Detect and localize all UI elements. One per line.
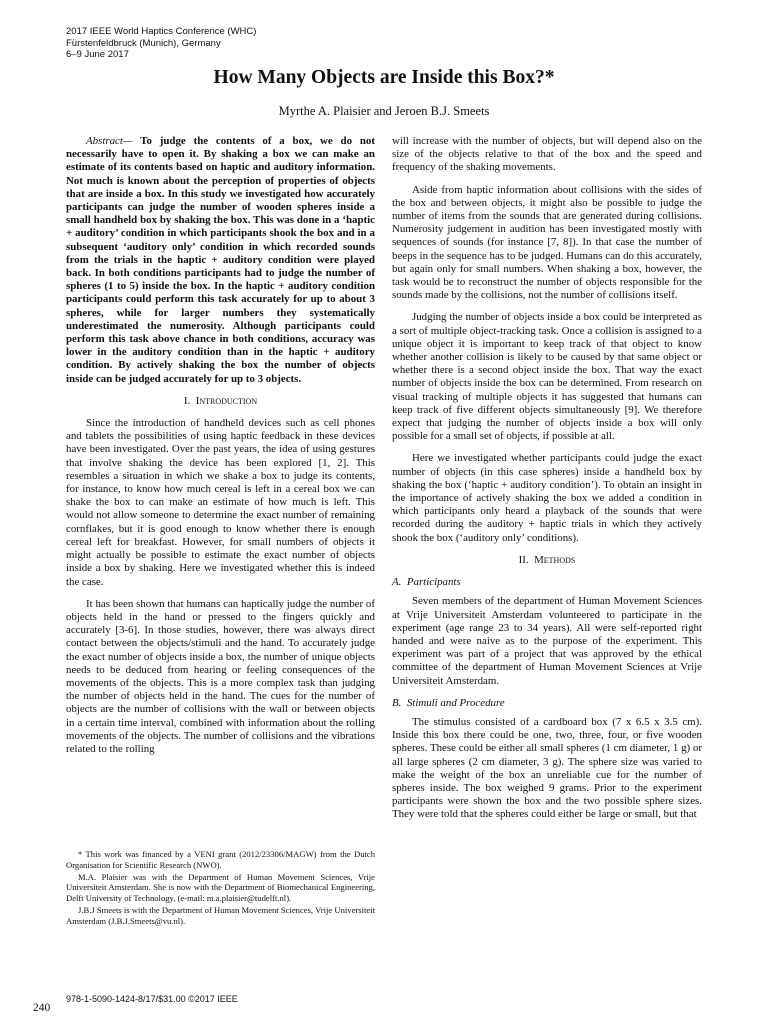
section-title: Introduction xyxy=(195,394,258,407)
section-number: II. xyxy=(518,553,529,566)
intro-paragraph-1: Since the introduction of handheld devices such as cell phones and tablets the possibilities of using haptic feedback in these devices have been investigated. Over the past years, the idea of using gestures that involve shaking the device has been explored [1, 2]. This resembles a situation in which we shake a box to judge its contents, for instance, to know how much cereal is left in a cereal box we can shake the box to can make an estimate of how much is left. This would not allow someone to determine the exact number of remaining cornflakes, but it is good enough to know whether there is enough cereal left for breakfast. However, for small numbers of objects it might actually be possible to estimate the exact number of objects inside a box by shaking. Here we investigated whether this is indeed the case. xyxy=(66,417,375,588)
participants-paragraph: Seven members of the department of Human Movement Sciences at Vrije Universiteit Amsterdam volunteered to participate in the experiment (age range 23 to 34 years). All were self-reported right handed and were naive as to the purpose of the experiment. This experiment was part of a project that was approved by the ethical committee of the department of Human Movement Sciences at Vrije Universiteit Amsterdam. xyxy=(392,595,702,687)
page-number: 240 xyxy=(33,1002,51,1014)
subsection-heading-stimuli xyxy=(392,697,702,710)
section-heading-methods xyxy=(392,554,702,567)
conference-header xyxy=(66,26,256,61)
subsection-heading-participants xyxy=(392,576,702,589)
section-heading-introduction xyxy=(66,395,375,408)
conference-dates: 6–9 June 2017 xyxy=(66,49,129,60)
conference-location: Fürstenfeldbruck (Munich), Germany xyxy=(66,37,221,49)
section-title: Methods xyxy=(534,553,576,566)
right-column xyxy=(392,135,702,831)
paper-title: How Many Objects are Inside this Box?* xyxy=(213,67,555,88)
subsection-title: Participants xyxy=(406,576,461,589)
intro-paragraph-2: It has been shown that humans can haptically judge the number of objects held in the hand or pressed to the fingers quickly and accurately [3-6]. In those studies, however, there was always direct contact between the objects/stimuli and the hand. To accurately judge the exact number of objects inside a box, the number of unique objects needs to be deduced from hearing or feeling consequences of the movements of the objects. This is a more complex task than judging the number of objects held in the hand. The cues for the number of objects are the number of collisions with the wall or between objects in a certain time interval, combined with information about the rolling movements of the objects. The number of collisions and the vibrations related to the rolling xyxy=(66,597,375,755)
abstract-text: To judge the contents of a box, we do not necessarily have to open it. By shaking a box we can make an estimate of its contents based on haptic and auditory information. Not much is known about the perception of properties of objects that are inside a box. In this study we investigated how accurately participants can judge the number of wooden spheres inside a small handheld box by shaking the box. This was done in a ‘haptic + auditory’ condition in which participants shook the box and in a subsequent ‘auditory only’ condition in which recorded sounds from the trials in the haptic + auditory condition were played back. In both conditions participants had to judge the number of spheres (1 to 5) inside the box. In the haptic + auditory condition participants could perform this task accurately for up to about 3 spheres, while for larger numbers they systematically underestimated the numerosity. Although participants could perform this task above chance in both conditions, accuracy was lower in the auditory condition than in the haptic + auditory condition. By actively shaking the box the number of objects inside can be judged accurately for up to 3 objects. xyxy=(66,135,375,385)
copyright-line: 978-1-5090-1424-8/17/$31.00 ©2017 IEEE xyxy=(66,994,238,1004)
right-paragraph-1: will increase with the number of objects, but will depend also on the size of the objects relative to that of the box and the speed and frequency of the shaking movements. xyxy=(392,135,702,174)
right-paragraph-3: Judging the number of objects inside a box could be interpreted as a sort of multiple object-tracking task. Once a collision is assigned to a unique object it is important to keep track of that object to know whether another collision is likely to be caused by that same object or whether there is a second object inside the box. That way the exact number of objects inside the box can be determined. From research on visual tracking of multiple objects it has suggested that humans can keep track of five different objects simultaneously [9]. We therefore expect that judging the number of objects inside a box will only possible for a small set of objects, if possible at all. xyxy=(392,311,702,443)
right-paragraph-4: Here we investigated whether participants could judge the exact number of objects (in this case spheres) inside a handheld box by shaking the box (‘haptic + auditory condition’). To obtain an insight in the importance of actively shaking the box we added a condition in which participants only heard a playback of the sounds that were recorded during the auditory + haptic trials in which they actively shook the box (‘auditory only’ conditions). xyxy=(392,452,702,544)
subsection-number: A. xyxy=(392,576,402,589)
left-column xyxy=(66,135,375,765)
abstract-label: Abstract— xyxy=(86,135,133,147)
conference-name: 2017 IEEE World Haptics Conference (WHC) xyxy=(66,26,257,37)
stimuli-paragraph: The stimulus consisted of a cardboard box (7 x 6.5 x 3.5 cm). Inside this box there could be one, two, three, four, or five wooden spheres. These could be either all small spheres (1 cm diameter, 1 g) or all large spheres (2 cm diameter, 3 g). The sphere size was varied to make the weight of the box an unreliable cue for the number of spheres inside. The box weighed 9 grams. Prior to the experiment participants were shown the box and the two possible sphere sizes. They were told that the spheres could either be large or small, but that xyxy=(392,715,702,821)
footnotes xyxy=(66,849,375,928)
section-number: I. xyxy=(183,394,191,407)
footnote-plaisier: M.A. Plaisier was with the Department of Human Movement Sciences, Vrije Universiteit Amsterdam. She is now with the Department of Biomechanical Engineering, Delft University of Technology, (e-mail: m.a.plaisier@tudelft.nl). xyxy=(66,871,375,904)
abstract xyxy=(66,135,375,386)
footnote-funding: * This work was financed by a VENI grant (2012/23306/MAGW) from the Dutch Organisation for Scientific Research (NWO). xyxy=(66,849,375,870)
footnote-smeets: J.B.J Smeets is with the Department of Human Movement Sciences, Vrije Universiteit Amsterdam (J.B.J.Smeets@vu.nl). xyxy=(66,904,375,926)
subsection-title: Stimuli and Procedure xyxy=(406,696,505,709)
paper-authors: Myrthe A. Plaisier and Jeroen B.J. Smeets xyxy=(278,104,490,118)
subsection-number: B. xyxy=(392,696,402,709)
right-paragraph-2: Aside from haptic information about collisions with the sides of the box and between objects, it might also be possible to judge the number of items from the sounds that are generated during collisions. Numerosity judgement in audition has been investigated mostly with sequences of sounds (for instance [7, 8]). In that case the number of beeps in the sequence has to be judged. Humans can do this accurately, but again only for small numbers. When shaking a box, however, the task would be to reconstruct the number of objects responsible for the sounds made by the collisions, not the number of collisions itself. xyxy=(392,183,702,302)
